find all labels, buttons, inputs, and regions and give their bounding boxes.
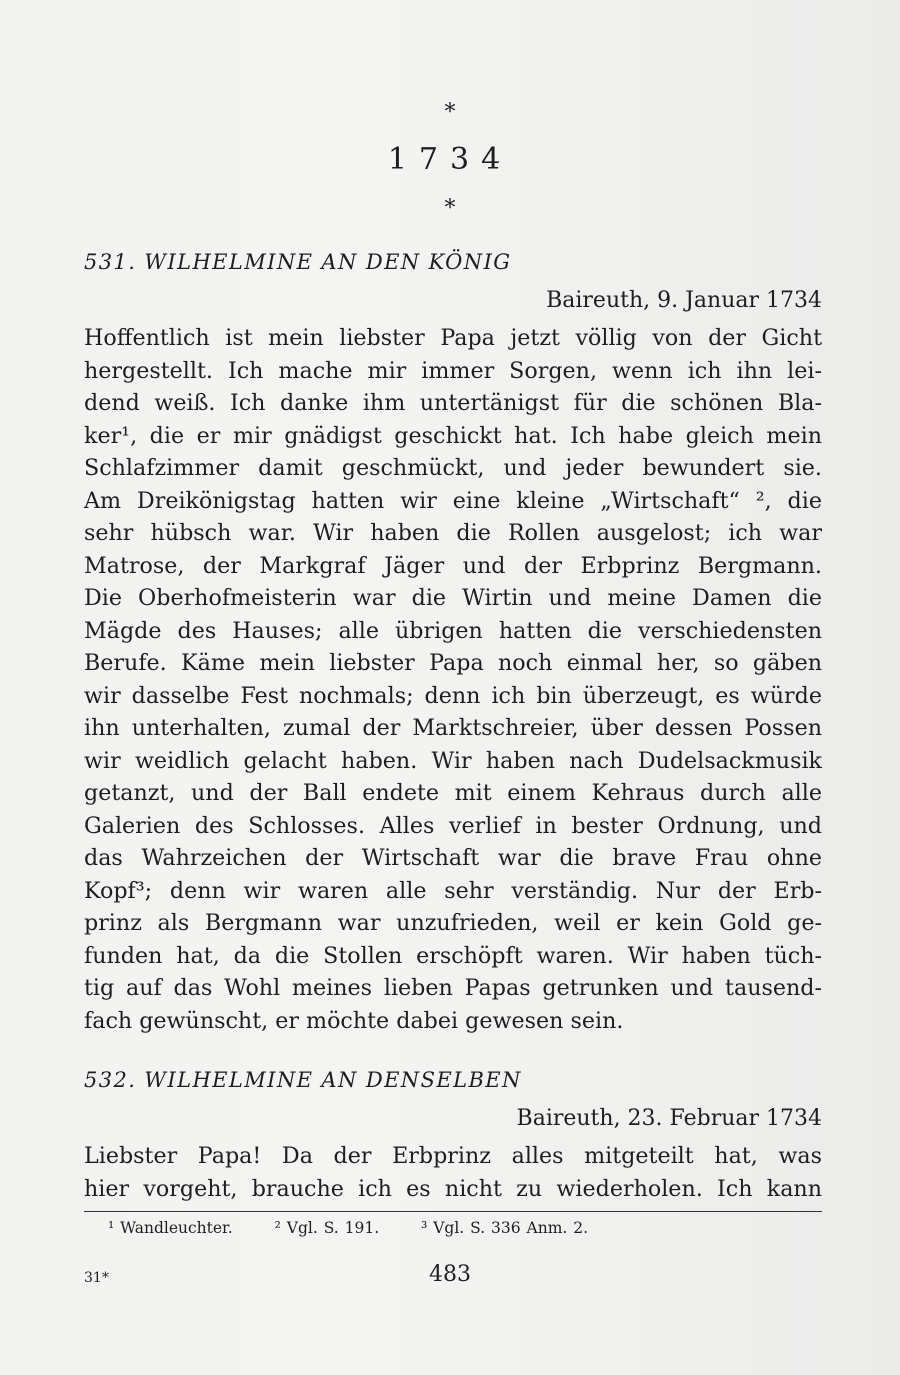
- letter-531-heading: 531. WILHELMINE AN DEN KÖNIG: [84, 250, 512, 274]
- text-line: funden hat, da die Stollen erschöpft waren. Wir haben tüch-: [84, 942, 822, 969]
- text-line: wir dasselbe Fest nochmals; denn ich bin überzeugt, es würde: [84, 682, 822, 709]
- footnote-3: ³ Vgl. S. 336 Anm. 2.: [421, 1219, 589, 1237]
- text-line: Berufe. Käme mein liebster Papa noch einmal her, so gäben: [84, 650, 822, 676]
- page-number: 483: [429, 1262, 471, 1287]
- letter-532-body: [84, 1140, 822, 1205]
- text-line: Mägde des Hauses; alle übrigen hatten die verschiedensten: [84, 617, 822, 644]
- footnote-2: ² Vgl. S. 191.: [274, 1219, 380, 1237]
- letter-531-body: [84, 322, 822, 1037]
- text-line: sehr hübsch war. Wir haben die Rollen ausgelost; ich war: [84, 520, 822, 546]
- printer-signature: 31*: [84, 1270, 109, 1286]
- chapter-year: 1734: [387, 142, 513, 177]
- text-line: hergestellt. Ich mache mir immer Sorgen, wenn ich ihn lei-: [84, 357, 822, 384]
- footnote-1: ¹ Wandleuchter.: [108, 1219, 233, 1237]
- text-line: prinz als Bergmann war unzufrieden, weil er kein Gold ge-: [84, 910, 822, 936]
- text-line: getanzt, und der Ball endete mit einem Kehraus durch alle: [84, 780, 822, 806]
- text-line: Kopf³; denn wir waren alle sehr verständig. Nur der Erb-: [84, 877, 822, 904]
- text-line: Matrose, der Markgraf Jäger und der Erbprinz Bergmann.: [84, 552, 822, 579]
- ornament-star-top: *: [444, 100, 456, 125]
- text-line: Die Oberhofmeisterin war die Wirtin und meine Damen die: [84, 585, 822, 611]
- ornament-star-bottom: *: [444, 196, 456, 221]
- text-line: fach gewünscht, er möchte dabei gewesen sein.: [84, 1007, 624, 1034]
- footnotes: [108, 1219, 624, 1237]
- footnote-divider: [84, 1211, 822, 1212]
- letter-531-dateline: Baireuth, 9. Januar 1734: [546, 288, 822, 313]
- text-line: Liebster Papa! Da der Erbprinz alles mitgeteilt hat, was: [84, 1143, 822, 1169]
- text-line: hier vorgeht, brauche ich es nicht zu wiederholen. Ich kann: [84, 1175, 822, 1202]
- text-line: tig auf das Wohl meines lieben Papas getrunken und tausend-: [84, 975, 822, 1001]
- letter-532-heading: 532. WILHELMINE AN DENSELBEN: [84, 1068, 522, 1092]
- text-line: wir weidlich gelacht haben. Wir haben nach Dudelsackmusik: [84, 747, 822, 774]
- text-line: Am Dreikönigstag hatten wir eine kleine „Wirtschaft“ ², die: [84, 487, 822, 514]
- letter-532-dateline: Baireuth, 23. Februar 1734: [516, 1106, 822, 1131]
- text-line: Hoffentlich ist mein liebster Papa jetzt völlig von der Gicht: [84, 325, 822, 351]
- text-line: das Wahrzeichen der Wirtschaft war die brave Frau ohne: [84, 845, 822, 871]
- text-line: dend weiß. Ich danke ihm untertänigst für die schönen Bla-: [84, 390, 822, 416]
- text-line: Galerien des Schlosses. Alles verlief in bester Ordnung, und: [84, 812, 822, 839]
- text-line: ihn unterhalten, zumal der Marktschreier, über dessen Possen: [84, 715, 822, 741]
- text-line: ker¹, die er mir gnädigst geschickt hat. Ich habe gleich mein: [84, 422, 822, 449]
- text-line: Schlafzimmer damit geschmückt, und jeder bewundert sie.: [84, 455, 822, 481]
